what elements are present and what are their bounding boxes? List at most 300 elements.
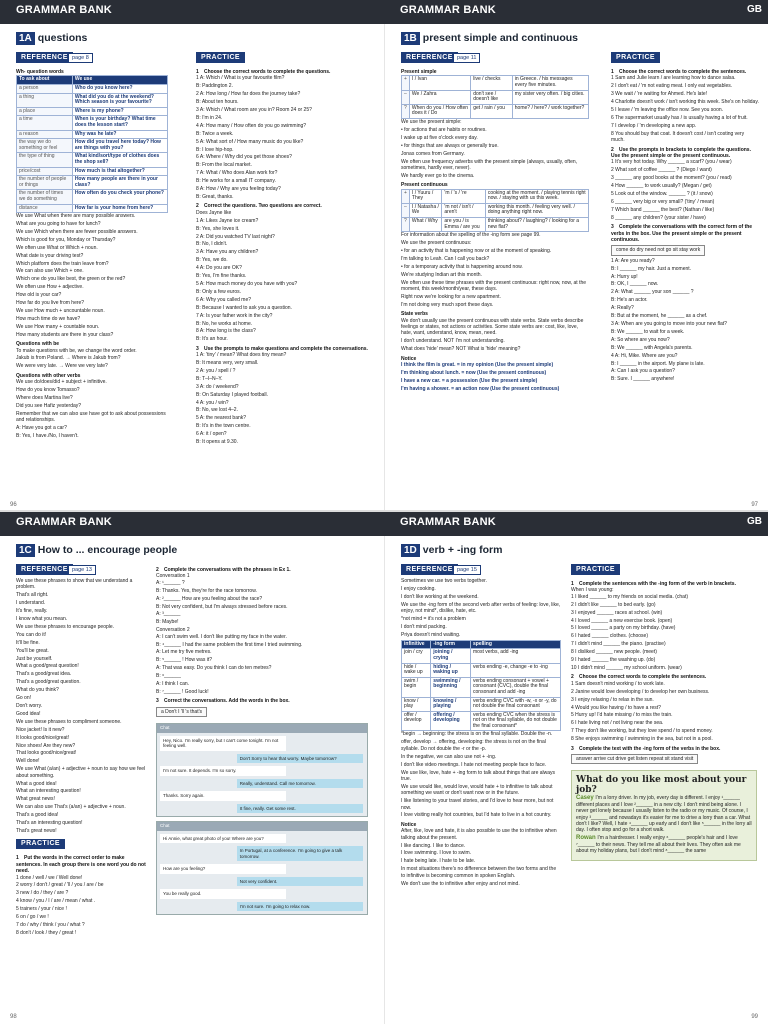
exercise-line: 10 I didn't mind ______ my school uniform. (wear) (571, 664, 682, 671)
table-cell: ? (402, 104, 410, 118)
exercise-line: 1 A: 'tiny' / mean? What does tiny mean? (196, 352, 287, 359)
reference-note: We often use How + adjective. (16, 284, 84, 291)
speaker-text: I'm a lorry driver. In my job, every day is different. I enjoy ¹______ different places and I love ²______ in a new city. I don't mind being alone. I never get lonely because I usually listen to the radio or my music. Of course, I enjoy ³______ and nowadays it's easier for me to drive a lorry than a car. What don't I like? Well, I hate ⁴______ up early and I don't like ⁵______ in the lorry all day. I often stop and go for a short walk. (576, 795, 752, 834)
reference-note: Good idea! (16, 710, 41, 717)
exercise-line: B: No, I didn't. (196, 241, 228, 248)
table-row (402, 218, 589, 232)
exercise-line: 4 A: How many / How often do you go swimming? (196, 122, 307, 129)
table-row (402, 697, 561, 711)
exercise-line: 6 I hated ______ clothes. (choose) (571, 633, 648, 640)
exercise-line: B: It opens at 9.30. (196, 439, 238, 446)
exercise-line: 1 Sam and Julie learn / are learning how to dance salsa. (611, 75, 736, 82)
table-cell: What / Why (409, 218, 441, 232)
exercise-line: B: I love hip-hop. (196, 146, 234, 153)
reference-note: I'm thinking about lunch. = now (Use the present continuous) (401, 370, 547, 376)
table-cell: offer / develop (402, 711, 431, 731)
table-cell: – (402, 90, 410, 104)
table-cell: offering / developing (431, 711, 471, 731)
table-cell: live / checks (471, 76, 513, 90)
exercise-line: 4 A: you / win? (196, 399, 229, 406)
reference-note: A: Have you got a car? (16, 425, 67, 432)
reference-note: What are you going to have for lunch? (16, 221, 101, 227)
exercise-line: 1 A: Are you ready? (611, 257, 655, 264)
table-cell: price/cost (17, 167, 73, 176)
table-cell: Why was he late? (72, 130, 167, 139)
exercise-line: 3 We wait / 're waiting for Ahmed. He's late! (611, 91, 708, 98)
reference-note: I don't understand. NOT I'm not understanding. (401, 338, 505, 345)
reference-note: We use What when there are many possible answers. (16, 213, 136, 220)
unit-title: 1C How to ... encourage people (16, 544, 177, 557)
reference-note: We use these phrases to show that we understand a problem. (16, 578, 133, 591)
reference-note: How do you know Tomasso? (16, 387, 80, 394)
reference-note: For information about the spelling of the -ing form see page 99. (401, 232, 541, 239)
conversation-line: B: Not very confident, but I'm always stressed before races. (156, 603, 288, 610)
table-cell: swim / begin (402, 677, 431, 697)
page-number: 97 (751, 502, 758, 508)
exercise-line: 7 A: What / Who does Alan work for? (196, 170, 278, 177)
reference-note: That's all right. (16, 592, 49, 599)
chat-message: Really, understand. Call me tomorrow. (237, 779, 363, 789)
present-continuous-table (401, 189, 589, 233)
reference-column: Present simple + I / Ivan live / checks in Greece. / his messages every five minutes. – We / Zahra don't see / doesn't like my sister very often. / big cities. ? When do you / How often does it / Do get / rain / you home? / here? / work together? We use the present simple: • for actions that are habits or routines. I wake up at five o'clock every day. • for things that are always or generally true. Jonas comes from Germany. We often use frequency adverbs with the present simple (always, usually, often, sometimes, hardly ever, never). We hardly ever go to the cinema. Present continuous + I / Yuuru / They 'm / 's / 're cooking at the moment. / playing tennis right now. / staying with us this week. – I / Natasha / We 'm not / isn't / aren't working this month. / feeling very well. / doing anything right now. ? What / Why are you / is Emma / are you thinking about? / laughing? / looking for a new flat? For information about the spelling of the -ing form see page 99. We use the present continuous: • for an activity that is happening now or at the moment of speaking. I'm talking to Leah. Can I call you back? • for a temporary activity that is happening around now. We're studying Indian art this month. We often use these time phrases with the present continuous: right now, now, at the moment, this week/month/year, these days. Right now we're looking for a new apartment. I'm not doing very much sport these days. State verbs We don't usually use the present continuous with state verbs. State verbs describe feelings or states, not actions or activities. Some state verbs are: cost, like, love, hate, want, understand, know, mean, need. I don't understand. NOT I'm not understanding. What does 'hide' mean? NOT What is 'hide' meaning? Notice I think the film is great. = in my opinion (Use the present simple) I'm thinking about lunch. = now (Use the present continuous) I have a new car. = a possession (Use the present simple) I'm having a shower. = an action now (Use the present continuous) (401, 66, 589, 394)
header-bar (0, 512, 768, 536)
table-cell: – (402, 203, 410, 217)
conversation-line: A: I think I can. (156, 681, 190, 688)
table-header-cell: -ing form (431, 640, 471, 649)
bottom-spread (0, 512, 768, 1024)
exercise-line: 8 don't / look / they / great ! (16, 929, 77, 936)
reference-note: I'm not doing very much sport these days. (401, 301, 494, 308)
chat-message: Hi Annie, what great photo of you! Where are you? (160, 834, 286, 844)
reference-note: Don't worry. (16, 703, 43, 709)
exercise-line: 3 I enjoy relaxing / to relax in the sun. (571, 696, 654, 703)
chat-message: I'm not sure. I'm going to relax now. (237, 902, 363, 912)
table-row (17, 130, 168, 139)
table-cell: 'm / 's / 're (442, 189, 485, 203)
reference-note: In most situations there's no difference between the two forms and the to infinitive is becoming common in spoken English. (401, 866, 557, 879)
reference-note: We often use these time phrases with the present continuous: right now, now, at the moment, this week/month/year, these days. (401, 279, 587, 293)
exercise-line: B: On Saturday I played football. (196, 391, 268, 398)
reference-note: We can also use Which + one. (16, 268, 84, 275)
speaker-text: I'm a hairdresser. I really enjoy ⁶______ people's hair and I love ⁷______ to their news. They tell me all about their lives. They often ask me about my holiday plans, but I don't mind ⁸______ the same (576, 835, 741, 855)
exercise-line: 1 It's very hot today. Why ______ a scarf? (you / wear) (611, 159, 732, 166)
reference-note: How far do you live from here? (16, 300, 85, 307)
reference-note: Where does Martina live? (16, 394, 73, 401)
table-cell: What kind/sort/type of clothes does the shop sell? (72, 153, 167, 167)
exercise-line: B: It means very, very small. (196, 360, 259, 367)
reference-note: What date is your driving test? (16, 252, 84, 259)
table-cell: don't see / doesn't like (471, 90, 513, 104)
conversation-line: B: Thanks. Yes, they're for the race tomorrow. (156, 587, 257, 594)
reference-note: I think the film is great. = in my opinion (Use the present simple) (401, 362, 554, 369)
exercise-line: Does Jayne like (196, 209, 232, 216)
exercise-line: 9 I hated ______ the washing up. (do) (571, 657, 656, 664)
reference-note: I like dancing. I like to dance. (401, 842, 466, 849)
exercise-line: A: Hurry up! (611, 273, 638, 280)
reference-note: We use What (a/an) + adjective + noun to say how we feel about something. (16, 766, 146, 779)
exercise-line: A: Really? (611, 305, 634, 312)
page-number: 98 (10, 1014, 17, 1020)
reference-label: REFERENCE (401, 52, 458, 63)
table-row (17, 176, 168, 190)
reference-note: Which platform does the train leave from? (16, 260, 109, 267)
practice-column: 2 Complete the conversations with the phrases in Ex 1. Conversation 1 A: ¹______ ? B: Thanks. Yes, they're for the race tomorrow. A: ²______ How are you feeling about the race? B: Not very confident, but I'm always stressed before races. A: ³______ B: Maybe! Conversation 2 A: I can't swim well. I don't like putting my face in the water. B: ⁴______ I had the same problem the first time I tried swimming. A: Let me try five metres. B: ⁵______ ! How was it? A: That was easy. Do you think I can do ten metres? B: ⁶______ A: I think I can. B: ⁷______ ! Good luck! 3 Correct the conversations. Add the words in the box. a Don't I 'll 's that's Chat Hey, Nico. I'm really sorry, but I can't come tonight. I'm not feeling well. Don't Sorry to hear that worry. Maybe tomorrow? I'm not sure. It depends. I'm so sorry. Really, understand. Call me tomorrow. Thanks. Sorry again. It fine, really. Get some rest. Chat Hi Annie, what great photo of you! Where are you? In Portugal, at a conference. I'm going to give a talk tomorrow. How are you feeling? Not very confident. You be really good. I'm not sure. I'm going to relax now. (156, 564, 368, 915)
table-cell: Where is my phone? (72, 107, 167, 116)
exercise-line: B: No, we lost 4–2. (196, 407, 238, 414)
exercise-line: B: He's an actor. (611, 297, 648, 304)
exercise-line: 5 A: the nearest bank? (196, 415, 247, 422)
unit-title: 1A questions (16, 32, 87, 45)
page-number: 96 (10, 502, 17, 508)
table-cell: hide / wake up (402, 663, 431, 677)
unit-title: 1D verb + -ing form (401, 544, 502, 557)
exercise-line: 5 I loved ______ a party on my birthday. (have) (571, 625, 676, 632)
table-cell: verbs ending consonant + vowel + consonant (CVC), double the final consonant and add -ing (471, 677, 561, 697)
exercise-line: B: OK, I ______ now. (611, 281, 659, 288)
reference-note: I understand. (16, 600, 46, 607)
exercise-line: 3 A: Which / What room are you in? Room 24 or 25? (196, 107, 312, 114)
exercise-line: B: But at the moment, he ______ as a chef. (611, 313, 708, 320)
reference-note: *begin → beginning: the stress is on the final syllable. Double the -n. (401, 731, 553, 738)
exercise-line: 6 A: Why you called me? (196, 296, 252, 303)
reference-note: How many students are there in your class? (16, 331, 114, 338)
practice-label: PRACTICE (196, 52, 245, 63)
reference-note: That's an interesting question! (16, 820, 83, 827)
exercise-line: 7 I didn't mind ______ the piano. (practise) (571, 641, 666, 648)
table-row (17, 153, 168, 167)
page-98 (0, 536, 384, 1024)
table-cell: Who do you know here? (72, 85, 167, 94)
conversation-line: B: Maybe! (156, 619, 179, 626)
table-cell: know / play (402, 697, 431, 711)
page-ref: page 11 (453, 53, 480, 63)
exercise-line: 7 They don't like working, but they love spend / to spend money. (571, 728, 713, 735)
exercise-line: 1 I liked ______ to my friends on social media. (chat) (571, 593, 689, 600)
table-cell: my sister very often. / big cities. (512, 90, 588, 104)
table-header-cell: infinitive (402, 640, 431, 649)
table-cell: How much is that altogether? (72, 167, 167, 176)
conversation-line: A: ³______ (156, 611, 181, 618)
exercise-line: 4 I loved ______ a new exercise book. (open) (571, 617, 673, 624)
table-cell: a reason (17, 130, 73, 139)
reference-note: I don't mind packing. (401, 623, 447, 630)
exercise-line: 8 I disliked ______ new people. (meet) (571, 649, 657, 656)
reference-note: I wake up at five o'clock every day. (401, 134, 478, 141)
chat-message: How are you feeling? (160, 864, 286, 874)
header-bar (0, 0, 768, 24)
reference-note: We use these phrases to compliment someone. (16, 718, 122, 725)
exercise-line: 2 What sort of coffee ______ ? (Diego / want) (611, 167, 712, 174)
reference-note: We hardly ever go to the cinema. (401, 172, 475, 179)
table-cell: What did you do at the weekend? Which season is your favourite? (72, 93, 167, 107)
exercise-line: 2 I don't eat / 'm not eating meat. I only eat vegetables. (611, 83, 733, 90)
reference-note: What do you think? (16, 687, 59, 694)
table-cell: the type of thing (17, 153, 73, 167)
reference-note: We were very late. → Were we very late? (16, 363, 108, 370)
table-row (17, 93, 168, 107)
practice-label: PRACTICE (611, 52, 660, 63)
table-row (402, 677, 561, 697)
exercise-line: 6 A: Where / Why did you get those shoes? (196, 154, 292, 161)
practice-label: PRACTICE (571, 564, 620, 575)
exercise-line: B: Twice a week. (196, 130, 234, 137)
chat-message: Don't Sorry to hear that worry. Maybe tomorrow? (237, 754, 363, 764)
exercise-line: 6 The supermarket usually has / is usually having a lot of fruit. (611, 114, 748, 121)
reference-note: Remember that we can also use have got to ask about possessions and relationships. (16, 410, 166, 424)
exercise-line: A: So where are you now? (611, 336, 670, 343)
practice-label: PRACTICE (16, 839, 65, 849)
table-header-cell: To ask about (17, 76, 73, 85)
reference-note: I'm having a shower. = an action now (Use the present continuous) (401, 385, 560, 392)
exercise-line: B: I ______ in the airport. My plane is late. (611, 360, 705, 367)
table-cell: cooking at the moment. / playing tennis right now. / staying with us this week. (485, 189, 588, 203)
conversation-line: A: I can't swim well. I don't like putting my face in the water. (156, 633, 287, 640)
conversation-line: A: Let me try five metres. (156, 649, 212, 656)
reference-note: I like listening to your travel stories, and I'd love to hear more, but not now. (401, 798, 554, 811)
exercise-line: B: Yes, we do. (196, 257, 228, 264)
exercise-line: 3 A: Have you any children? (196, 249, 259, 256)
exercise-line: 5 A: How much money do you have with you? (196, 280, 298, 287)
reference-note: We use How much + uncountable noun. (16, 307, 105, 314)
table-cell: verbs ending CVC when the stress is not on the final syllable, do not double the final consonant* (471, 711, 561, 731)
reference-note: What great news! (16, 796, 55, 803)
table-row (402, 203, 589, 217)
table-cell: a person (17, 85, 73, 94)
exercise-line: 2 A: What ______ your son ______ ? (611, 289, 694, 296)
word-box: come do dry need not go sit stay work (611, 245, 705, 255)
table-cell: a place (17, 107, 73, 116)
exercise-line: 6 ______ very big or very small? ('tiny' / mean) (611, 198, 715, 205)
exercise-line: A: Can I ask you a question? (611, 368, 675, 375)
exercise-line: B: I'm in 24. (196, 114, 223, 121)
unit-title: 1B present simple and continuous (401, 32, 578, 45)
reference-label: REFERENCE (16, 52, 73, 63)
table-row (402, 104, 589, 118)
exercise-line: B: He works for a small IT company. (196, 178, 276, 185)
table-cell: ? (402, 218, 410, 232)
table-cell: a thing (17, 93, 73, 107)
table-cell: How often do you check your phone? (72, 190, 167, 204)
table-row (402, 90, 589, 104)
reference-note: Nice shoes! Are they new? (16, 742, 76, 749)
exercise-line: 8 She enjoys swimming / swimming in the sea, but not in a pool. (571, 736, 713, 743)
reference-note: I love swimming. I love to swim. (401, 850, 472, 857)
reference-note: We use the -ing form of the second verb after verbs of feeling: love, like, enjoy, not mind*, dislike, hate, etc. (401, 601, 561, 615)
exercise-line: 2 A: you / spell / ? (196, 367, 236, 374)
exercise-line: B: No, he works at home. (196, 320, 253, 327)
table-cell: 'm not / isn't / aren't (442, 203, 485, 217)
table-cell: How far is your home from here? (72, 204, 167, 213)
table-cell: in Greece. / his messages every five minutes. (512, 76, 588, 90)
reference-note: To make questions with be, we change the word order. (16, 347, 137, 354)
exercise-line: B: Sure. I ______ anywhere! (611, 376, 675, 383)
exercise-line: 2 worry / don't / great / 'll / you / are / be (16, 882, 104, 889)
exercise-line: 8 A: How long is the class? (196, 328, 256, 335)
reference-note: Nice jacket! Is it new? (16, 726, 65, 733)
header-title-right: GRAMMAR BANK (400, 4, 496, 16)
reference-note: • for a temporary activity that is happening around now. (401, 263, 523, 270)
chat-message: It fine, really. Get some rest. (237, 804, 363, 814)
reference-note: How old is your car? (16, 292, 62, 299)
exercise-line: 5 trainers / your / nice ! (16, 906, 67, 913)
reference-note: We use How many + countable noun. (16, 323, 100, 330)
table-cell: We / Zahra (409, 90, 470, 104)
reference-note: That's a good/great idea. (16, 671, 72, 678)
exercise-line: 3 A: When are you going to move into your new flat? (611, 321, 727, 327)
reference-note: I hate being late. I hate to be late. (401, 858, 476, 865)
reference-notes (16, 213, 168, 338)
reference-column: We use these phrases to show that we understand a problem. That's all right. I understand. It's fine, really. I know what you mean. We use these phrases to encourage people. You can do it! It'll be fine. You'll be great. Just be yourself. What a good/great question! That's a good/great idea. That's a good/great question. What do you think? Go on! Don't worry. Good idea! We use these phrases to compliment someone. Nice jacket! Is it new? It looks good/nice/great! Nice shoes! Are they new? That looks good/nice/great! Well done! We use What (a/an) + adjective + noun to say how we feel about something. What a good idea! What an interesting question! What great news! We can also use That's (a/an) + adjective + noun. That's a good idea! That's an interesting question! That's great news! PRACTICE 1 Put the words in the correct order to make sentences. In each group there is one word you do not need. 1 done / well / we / Well done! 2 worry / don't / great / 'll / you / are / be 3 new / do / they / are ? 4 know / you / I / are / mean / what . 5 trainers / your / nice ! 6 on / go / we ! 7 do / why / think / you / what ? 8 don't / look / they / great ! (16, 578, 146, 936)
reference-note: I don't like video meetings. I hate not meeting people face to face. (401, 761, 547, 768)
reference-note: • for an activity that is happening now or at the moment of speaking. (401, 248, 552, 254)
table-row (17, 190, 168, 204)
exercise-line: 3 ______ any good books at the moment? (you / read) (611, 175, 732, 182)
chat-message: You be really good. (160, 889, 286, 899)
exercise-line: B: About ten hours. (196, 99, 239, 106)
reference-note: I enjoy cooking. (401, 585, 436, 592)
table-row (17, 85, 168, 94)
page-97 (384, 24, 768, 512)
reference-note: Which is good for you, Monday or Thursday? (16, 236, 116, 243)
table-cell: most verbs, add -ing (471, 649, 561, 663)
reference-note: What a good/great question! (16, 663, 79, 670)
present-simple-table (401, 75, 589, 119)
reference-note: Well done! (16, 758, 40, 765)
conversation-line: A: That was easy. Do you think I can do ten metres? (156, 665, 272, 672)
table-row (402, 711, 561, 731)
table-cell: hiding / waking up (431, 663, 471, 677)
reference-note: We use the present continuous: (401, 240, 472, 247)
table-header-cell: spelling (471, 640, 561, 649)
conversation-line: A: ²______ How are you feeling about the race? (156, 595, 263, 602)
table-cell: knowing / playing (431, 697, 471, 711)
exercise-line: 8 You should buy that coat. It doesn't cost / isn't costing very much. (611, 130, 745, 144)
exercise-line: B: Great, thanks. (196, 194, 234, 200)
exercise-line: 4 A: Do you are OK? (196, 265, 242, 272)
reference-note: I don't like working at the weekend. (401, 593, 479, 600)
exercise-line: B: We ______ to wait for a week. (611, 328, 685, 335)
reference-note: I know what you mean. (16, 616, 68, 623)
page-ref: page 8 (68, 53, 93, 63)
exercise-line: B: Yes, I'm fine thanks. (196, 273, 247, 280)
table-cell: join / cry (402, 649, 431, 663)
practice-column: 1 Complete the sentences with the -ing form of the verb in brackets. When I was young: 1 I liked ______ to my friends on social media. (chat) 2 I didn't like ______ to bed early. (go) 3 I enjoyed ______ races at school. (win) 4 I loved ______ a new exercise book. (open) 5 I loved ______ a party on my birthday. (have) 6 I hated ______ clothes. (choose) 7 I didn't mind ______ the piano. (practise) 8 I disliked ______ new people. (meet) 9 I hated ______ the washing up. (do) 10 I didn't mind ______ my school uniform. (wear) 2 Choose the correct words to complete the sentences. 1 Sam doesn't mind working / to work late. 2 Janine would love developing / to develop her own business. 3 I enjoy relaxing / to relax in the sun. 4 Would you like having / to have a rest? 5 Hurry up! I'd hate missing / to miss the train. 6 I hate living not / not living near the sea. 7 They don't like working, but they love spend / to spend money. 8 She enjoys swimming / swimming in the sea, but not in a pool. 3 Complete the text with the -ing form of the verbs in the box. answer arrive cut drive get listen repeat sit stand visit What do you like most about your job? Casey I'm a lorry driver. In my job, every day is different. I enjoy ¹______ different places and I love ²______ in a new city. I don't mind being alone. I never get lonely because I usually listen to the radio or my music. Of course, I enjoy ³______ and nowadays it's easier for me to drive a lorry than a car. What don't I like? Well, I hate ⁴______ up early and I don't like ⁵______ in the lorry all day. I often stop and go for a short walk. Rowan I'm a hairdresser. I really enjoy ⁶______ people's hair and I love ⁷______ to their news. They tell me all about their lives. They often ask me about my holiday plans, but I don't mind ⁸______ the same (571, 578, 757, 861)
chat-message: Thanks. Sorry again. (160, 791, 286, 801)
reference-note: Jonas comes from Germany. (401, 150, 465, 157)
header-title-left: GRAMMAR BANK (16, 4, 112, 16)
reference-note: • for things that are always or generally true. (401, 142, 499, 149)
exercise-line: B: It's an hour. (196, 336, 228, 343)
exercise-line: 6 A: it / open? (196, 431, 227, 438)
table-cell: How many people are there in your class? (72, 176, 167, 190)
speaker-name: Casey (576, 795, 596, 802)
practice-column: 1 Choose the correct words to complete the questions. 1 A: Which / What is your favourite film? B: Paddington 2. 2 A: How long / How far does the journey take? B: About ten hours. 3 A: Which / What room are you in? Room 24 or 25? B: I'm in 24. 4 A: How many / How often do you go swimming? B: Twice a week. 5 A: What sort of / How many music do you like? B: I love hip-hop. 6 A: Where / Why did you get those shoes? B: From the local market. 7 A: What / Who does Alan work for? B: He works for a small IT company. 8 A: How / Why are you feeling today? B: Great, thanks. 2 Correct the questions. Two questions are correct. Does Jayne like 1 A: Likes Jayne ice cream? B: Yes, she loves it. 2 A: Did you watched TV last night? B: No, I didn't. 3 A: Have you any children? B: Yes, we do. 4 A: Do you are OK? B: Yes, I'm fine thanks. 5 A: How much money do you have with you? B: Only a few euros. 6 A: Why you called me? B: Because I wanted to ask you a question. 7 A: Is your father work in the city? B: No, he works at home. 8 A: How long is the class? B: It's an hour. 3 Use the prompts to make questions and complete the conversations. 1 A: 'tiny' / mean? What does tiny mean? B: It means very, very small. 2 A: you / spell / ? B: T–I–N–Y. 3 A: do / weekend? B: On Saturday I played football. 4 A: you / win? B: No, we lost 4–2. 5 A: the nearest bank? B: It's in the town centre. 6 A: it / open? B: It opens at 9.30. (196, 69, 368, 446)
exercise-line: B: It's in the town centre. (196, 423, 251, 430)
exercise-line: B: Paddington 2. (196, 83, 233, 90)
reference-note: Right now we're looking for a new apartment. (401, 293, 501, 300)
table-row (17, 204, 168, 213)
reference-note: I'm talking to Leah. Can I call you back? (401, 255, 490, 262)
exercise-line: 4 Charlotte doesn't work / isn't working this week. She's on holiday. (611, 99, 759, 106)
reference-note: Did you see Hafiz yesterday? (16, 402, 82, 409)
chat-window-1: Chat Hey, Nico. I'm really sorry, but I can't come tonight. I'm not feeling well. Don't Sorry to hear that worry. Maybe tomorrow? I'm not sure. It depends. I'm so sorry. Really, understand. Call me tomorrow. Thanks. Sorry again. It fine, really. Get some rest. (156, 723, 368, 817)
exercise-line: 4 How ______ to work usually? (Megan / get) (611, 183, 712, 190)
reference-note: I love visiting really hot countries, but I'd hate to live in a hot country. (401, 812, 552, 819)
page-99 (384, 536, 768, 1024)
table-row (402, 189, 589, 203)
table-row (402, 663, 561, 677)
table-cell: the number of times we do something (17, 190, 73, 204)
exercise-line: 7 I develop / 'm developing a new app. (611, 122, 697, 129)
reference-label: REFERENCE (401, 564, 458, 575)
reference-note: It looks good/nice/great! (16, 734, 70, 741)
reference-note: B: Yes, I have./No, I haven't. (16, 432, 79, 439)
chat-message: Not very confident. (237, 877, 363, 887)
exercise-line: 1 Sam doesn't mind working / to work late. (571, 680, 665, 687)
table-cell: When is your birthday? What time does the lesson start? (72, 116, 167, 130)
reference-note: We often use What or Which + noun. (16, 244, 98, 251)
table-cell: a time (17, 116, 73, 130)
exercise-line: 1 A: Which / What is your favourite film? (196, 75, 285, 82)
reference-note: What an interesting question! (16, 788, 81, 795)
header-gb-tab: GB (747, 4, 762, 15)
reference-note: How much time do we have? (16, 315, 81, 322)
word-box: answer arrive cut drive get listen repeat sit stand visit (571, 754, 698, 764)
reference-note: What a good idea! (16, 780, 57, 787)
reference-note: Jakub is from Poland. → Where is Jakub from? (16, 355, 121, 362)
table-cell: When do you / How often does it / Do (409, 104, 470, 118)
exercise-line: B: I ______ my hair. Just a moment. (611, 265, 692, 272)
reference-note: We don't usually use the present continuous with state verbs. State verbs describe feelings or states, not actions or activities. Some state verbs are: cost, like, love, hate, want, understand, know, mean, need. (401, 317, 584, 337)
reference-note: It'll be fine. (16, 639, 40, 646)
reference-note: We can also use That's (a/an) + adjective + noun. (16, 804, 126, 811)
reference-note: That's great news! (16, 828, 57, 834)
reference-note: We use would like, would love, would hate + to infinitive to talk about something we want or don't want now or in the future. (401, 783, 553, 797)
article-paragraph (576, 835, 752, 854)
exercise-line: 3 A: do / weekend? (196, 383, 239, 390)
table-row (402, 76, 589, 90)
page-96 (0, 24, 384, 512)
exercise-line: 1 done / well / we / Well done! (16, 874, 83, 881)
table-cell: the way we do something or feel (17, 139, 73, 153)
reference-note: offer, develop → offering, developing: the stress is not on the final syllable. Do not double the -r or the -p. (401, 739, 546, 752)
table-row (17, 167, 168, 176)
reference-note: We use like, love, hate + -ing form to talk about things that are always true. (401, 769, 556, 782)
exercise-line: 3 new / do / they / are ? (16, 890, 69, 897)
exercise-line: 4 know / you / I / are / mean / what . (16, 898, 96, 905)
table-cell: swimming / beginning (431, 677, 471, 697)
article-title: What do you like most about your job? (576, 775, 747, 796)
page-ref: page 13 (68, 565, 96, 575)
reference-note: You'll be great. (16, 647, 49, 654)
header-title-right: GRAMMAR BANK (400, 516, 496, 528)
exercise-line: B: Because I wanted to ask you a question. (196, 304, 292, 311)
conversation-line: B: ⁵______ ! How was it? (156, 657, 212, 664)
reference-note: What does 'hide' mean? NOT What is 'hide' meaning? (401, 346, 521, 353)
exercise-line: B: T–I–N–Y. (196, 375, 223, 382)
reference-column: Sometimes we use two verbs together. I enjoy cooking. I don't like working at the weekend. We use the -ing form of the second verb after verbs of feeling: love, like, enjoy, not mind*, dislike, hate, etc. *not mind = it's not a problem I don't mind packing. Priya doesn't mind waiting. infinitive -ing form spelling join / cry joining / crying most verbs, add -ing hide / wake up hiding / waking up verbs ending -e, change -e to -ing swim / begin swimming / beginning verbs ending consonant + vowel + consonant (CVC), double the final consonant and add -ing know / play knowing / playing verbs ending CVC with -w, -x or -y, do not double the final consonant offer / develop offering / developing verbs ending CVC when the stress is not on the final syllable, do not double the final consonant* *begin → beginning: the stress is on the final syllable. Double the -n. offer, develop → offering, developing: the stress is not on the final syllable. Do not double the -r or the -p. In the negative, we can also use not + -ing. I don't like video meetings. I hate not meeting people face to face. We use like, love, hate + -ing form to talk about things that are always true. We use would like, would love, would hate + to infinitive to talk about something we want or don't want now or in the future. I like listening to your travel stories, and I'd love to hear more, but not now. I love visiting really hot countries, but I'd hate to live in a hot country. Notice After, like, love and hate, it is also possible to use the to infinitive when talking about the present. I like dancing. I like to dance. I love swimming. I love to swim. I hate being late. I hate to be late. In most situations there's no difference between the two forms and the to infinitive is becoming common in spoken English. We don't use the to infinitive after enjoy and not mind. (401, 578, 561, 887)
table-row (17, 139, 168, 153)
reference-note: We use the present simple: (401, 118, 462, 125)
chat-message: Hey, Nico. I'm really sorry, but I can't come tonight. I'm not feeling well. (160, 736, 286, 751)
article-box (571, 770, 757, 861)
reference-note: We use Which when there are fewer possible answers. (16, 228, 138, 235)
table-cell: are you / is Emma / are you (442, 218, 485, 232)
exercise-line: 5 Look out of the window. ______ ? (it / snow) (611, 191, 713, 197)
table-cell: I / Yuuru / They (409, 189, 441, 203)
reference-note: That's a good idea! (16, 812, 59, 819)
chat-window-2: Chat Hi Annie, what great photo of you! Where are you? In Portugal, at a conference. I'm going to give a talk tomorrow. How are you feeling? Not very confident. You be really good. I'm not sure. I'm going to relax now. (156, 821, 368, 915)
